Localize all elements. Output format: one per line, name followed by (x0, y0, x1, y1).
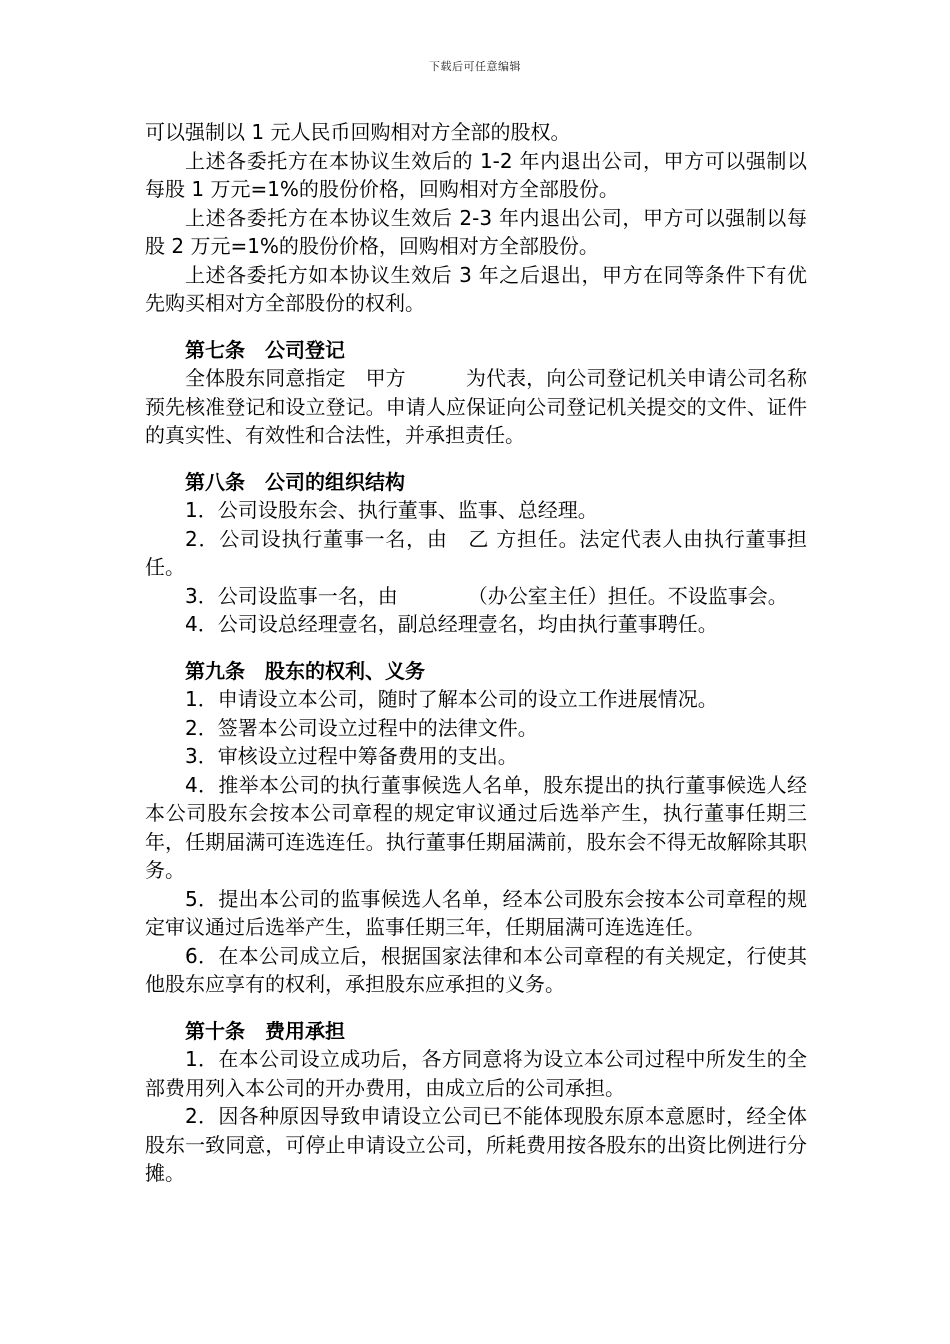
section-gap (145, 999, 807, 1017)
list-item: 1．公司设股东会、执行董事、监事、总经理。 (185, 498, 598, 522)
paragraph: 上述各委托方如本协议生效后 3 年之后退出，甲方在同等条件下有优先购买相对方全部股份的权利。 (145, 262, 807, 315)
list-item: 6．在本公司成立后，根据国家法律和本公司章程的有关规定，行使其他股东应享有的权利，承担股东应承担的义务。 (145, 943, 807, 996)
list-item: 4．公司设总经理壹名，副总经理壹名，均由执行董事聘任。 (185, 612, 718, 636)
paragraph: 可以强制以 1 元人民币回购相对方全部的股权。 (145, 120, 571, 144)
paragraph: 上述各委托方在本协议生效后 2-3 年内退出公司，甲方可以强制以每股 2 万元=1%的股份价格，回购相对方全部股份。 (145, 205, 807, 258)
list-item: 1．申请设立本公司，随时了解本公司的设立工作进展情况。 (185, 687, 718, 711)
article-9-heading: 第九条 股东的权利、义务 (185, 658, 425, 683)
list-item: 2．公司设执行董事一名，由 乙 方担任。法定代表人由执行董事担任。 (145, 526, 807, 579)
section-gap (145, 318, 807, 336)
list-item: 2．因各种原因导致申请设立公司已不能体现股东原本意愿时，经全体股东一致同意，可停止申请设立公司，所耗费用按各股东的出资比例进行分摊。 (145, 1104, 807, 1185)
section-gap (145, 639, 807, 657)
paragraph: 上述各委托方在本协议生效后的 1-2 年内退出公司，甲方可以强制以每股 1 万元=1%的股份价格，回购相对方全部股份。 (145, 148, 807, 201)
article-10-heading: 第十条 费用承担 (185, 1018, 345, 1043)
paragraph: 全体股东同意指定 甲方 为代表，向公司登记机关申请公司名称预先核准登记和设立登记。申请人应保证向公司登记机关提交的文件、证件的真实性、有效性和合法性，并承担责任。 (145, 366, 807, 447)
list-item: 3．审核设立过程中筹备费用的支出。 (185, 744, 518, 768)
list-item: 5．提出本公司的监事候选人名单，经本公司股东会按本公司章程的规定审议通过后选举产生，监事任期三年，任期届满可连选连任。 (145, 886, 807, 939)
section-gap (145, 450, 807, 468)
list-item: 2．签署本公司设立过程中的法律文件。 (185, 715, 538, 740)
page-header: 下载后可任意编辑 (429, 60, 521, 73)
list-item: 3．公司设监事一名，由 （办公室主任）担任。不设监事会。 (185, 583, 788, 608)
document-body (145, 118, 807, 1188)
article-7-heading: 第七条 公司登记 (185, 337, 345, 362)
list-item: 1．在本公司设立成功后，各方同意将为设立本公司过程中所发生的全部费用列入本公司的开办费用，由成立后的公司承担。 (145, 1047, 807, 1100)
article-8-heading: 第八条 公司的组织结构 (185, 469, 405, 494)
list-item: 4．推举本公司的执行董事候选人名单，股东提出的执行董事候选人经本公司股东会按本公司章程的规定审议通过后选举产生，执行董事任期三年，任期届满可连选连任。执行董事任期届满前，股东会不得无故解除其职务。 (145, 772, 807, 882)
